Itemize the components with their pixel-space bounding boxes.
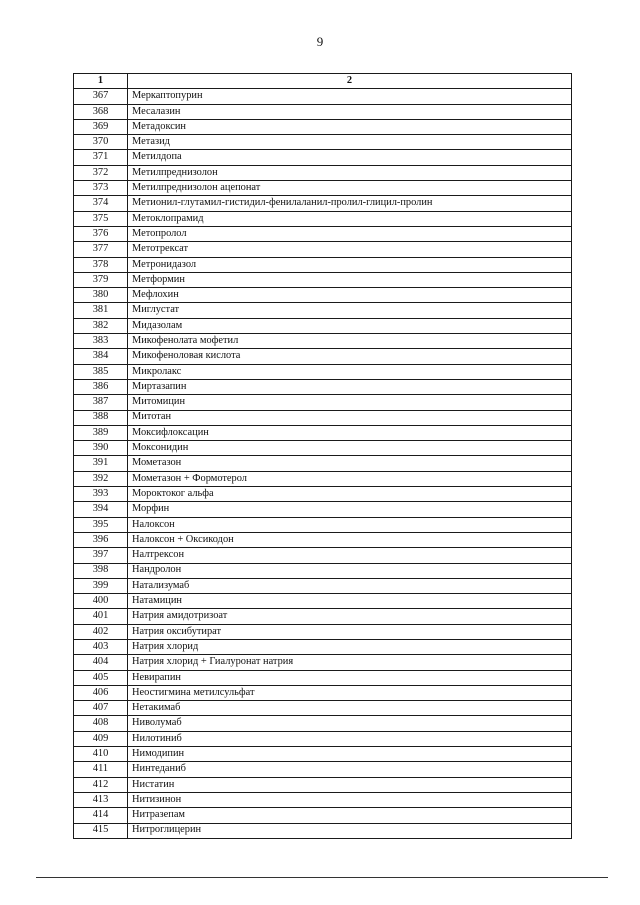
drug-name: Метилдопа xyxy=(128,150,572,165)
row-number: 382 xyxy=(74,318,128,333)
drug-name: Метронидазол xyxy=(128,257,572,272)
drug-name: Налтрексон xyxy=(128,548,572,563)
table-row xyxy=(74,731,572,746)
row-number: 414 xyxy=(74,808,128,823)
row-number: 384 xyxy=(74,349,128,364)
table-row xyxy=(74,639,572,654)
table-row xyxy=(74,364,572,379)
row-number: 370 xyxy=(74,135,128,150)
row-number: 372 xyxy=(74,165,128,180)
table-row xyxy=(74,578,572,593)
table-row xyxy=(74,471,572,486)
table-row xyxy=(74,701,572,716)
drug-name: Миглустат xyxy=(128,303,572,318)
row-number: 368 xyxy=(74,104,128,119)
row-number: 374 xyxy=(74,196,128,211)
table-row xyxy=(74,288,572,303)
drug-name: Мефлохин xyxy=(128,288,572,303)
drug-name: Нитроглицерин xyxy=(128,823,572,838)
drug-name: Невирапин xyxy=(128,670,572,685)
table-row xyxy=(74,119,572,134)
drug-name: Микролакс xyxy=(128,364,572,379)
drug-name: Метотрексат xyxy=(128,242,572,257)
table-row xyxy=(74,104,572,119)
drug-name: Миртазапин xyxy=(128,379,572,394)
table-row xyxy=(74,609,572,624)
row-number: 397 xyxy=(74,548,128,563)
row-number: 408 xyxy=(74,716,128,731)
row-number: 376 xyxy=(74,226,128,241)
row-number: 402 xyxy=(74,624,128,639)
table-row xyxy=(74,792,572,807)
row-number: 403 xyxy=(74,639,128,654)
table-row xyxy=(74,747,572,762)
table-row xyxy=(74,456,572,471)
drug-name: Налоксон + Оксикодон xyxy=(128,532,572,547)
row-number: 404 xyxy=(74,655,128,670)
table-body xyxy=(74,89,572,839)
row-number: 410 xyxy=(74,747,128,762)
drug-name: Нандролон xyxy=(128,563,572,578)
row-number: 371 xyxy=(74,150,128,165)
row-number: 381 xyxy=(74,303,128,318)
table-row xyxy=(74,226,572,241)
row-number: 379 xyxy=(74,272,128,287)
drug-name: Месалазин xyxy=(128,104,572,119)
table-row xyxy=(74,89,572,104)
drug-name: Нилотиниб xyxy=(128,731,572,746)
table-row xyxy=(74,670,572,685)
drug-name: Мидазолам xyxy=(128,318,572,333)
row-number: 387 xyxy=(74,395,128,410)
drug-name: Мометазон + Формотерол xyxy=(128,471,572,486)
drug-name: Мороктоког альфа xyxy=(128,487,572,502)
table-header-row xyxy=(74,74,572,89)
row-number: 391 xyxy=(74,456,128,471)
row-number: 399 xyxy=(74,578,128,593)
row-number: 405 xyxy=(74,670,128,685)
row-number: 394 xyxy=(74,502,128,517)
row-number: 406 xyxy=(74,685,128,700)
row-number: 411 xyxy=(74,762,128,777)
row-number: 396 xyxy=(74,532,128,547)
row-number: 367 xyxy=(74,89,128,104)
drug-registry-table xyxy=(73,73,572,839)
table-row xyxy=(74,823,572,838)
table-row xyxy=(74,211,572,226)
drug-name: Меркаптопурин xyxy=(128,89,572,104)
row-number: 385 xyxy=(74,364,128,379)
table-row xyxy=(74,808,572,823)
drug-name: Метопролол xyxy=(128,226,572,241)
row-number: 375 xyxy=(74,211,128,226)
table-row xyxy=(74,655,572,670)
row-number: 415 xyxy=(74,823,128,838)
row-number: 390 xyxy=(74,441,128,456)
drug-name: Моксифлоксацин xyxy=(128,425,572,440)
row-number: 380 xyxy=(74,288,128,303)
row-number: 400 xyxy=(74,594,128,609)
row-number: 389 xyxy=(74,425,128,440)
row-number: 378 xyxy=(74,257,128,272)
drug-name: Нистатин xyxy=(128,777,572,792)
drug-name: Натрия оксибутират xyxy=(128,624,572,639)
row-number: 369 xyxy=(74,119,128,134)
drug-name: Метионил-глутамил-гистидил-фенилаланил-пролил-глицил-пролин xyxy=(128,196,572,211)
table-row xyxy=(74,410,572,425)
drug-name: Натрия хлорид xyxy=(128,639,572,654)
row-number: 373 xyxy=(74,181,128,196)
drug-name: Натрия амидотризоат xyxy=(128,609,572,624)
drug-name: Нимодипин xyxy=(128,747,572,762)
row-number: 393 xyxy=(74,487,128,502)
drug-name: Метформин xyxy=(128,272,572,287)
table-row xyxy=(74,517,572,532)
table-row xyxy=(74,395,572,410)
drug-name: Нетакимаб xyxy=(128,701,572,716)
row-number: 388 xyxy=(74,410,128,425)
drug-name: Метазид xyxy=(128,135,572,150)
row-number: 386 xyxy=(74,379,128,394)
column-header-number: 1 xyxy=(74,74,128,89)
drug-name: Налоксон xyxy=(128,517,572,532)
row-number: 395 xyxy=(74,517,128,532)
drug-name: Метилпреднизолон xyxy=(128,165,572,180)
table-row xyxy=(74,349,572,364)
table-row xyxy=(74,777,572,792)
drug-name: Ниволумаб xyxy=(128,716,572,731)
table-row xyxy=(74,548,572,563)
drug-name: Митомицин xyxy=(128,395,572,410)
table-row xyxy=(74,532,572,547)
drug-name: Нитизинон xyxy=(128,792,572,807)
table-row xyxy=(74,257,572,272)
table-row xyxy=(74,624,572,639)
table-row xyxy=(74,716,572,731)
table-row xyxy=(74,762,572,777)
row-number: 377 xyxy=(74,242,128,257)
drug-name: Натализумаб xyxy=(128,578,572,593)
table-row xyxy=(74,272,572,287)
row-number: 409 xyxy=(74,731,128,746)
drug-name: Микофеноловая кислота xyxy=(128,349,572,364)
table-row xyxy=(74,181,572,196)
drug-name: Неостигмина метилсульфат xyxy=(128,685,572,700)
row-number: 401 xyxy=(74,609,128,624)
drug-name: Морфин xyxy=(128,502,572,517)
drug-name: Нинтеданиб xyxy=(128,762,572,777)
row-number: 413 xyxy=(74,792,128,807)
table-row xyxy=(74,165,572,180)
table-row xyxy=(74,318,572,333)
drug-name: Натрия хлорид + Гиалуронат натрия xyxy=(128,655,572,670)
drug-name: Нитразепам xyxy=(128,808,572,823)
drug-name: Мометазон xyxy=(128,456,572,471)
column-header-name: 2 xyxy=(128,74,572,89)
page-number: 9 xyxy=(316,34,324,49)
row-number: 407 xyxy=(74,701,128,716)
row-number: 412 xyxy=(74,777,128,792)
drug-name: Метоклопрамид xyxy=(128,211,572,226)
table-row xyxy=(74,135,572,150)
table-row xyxy=(74,685,572,700)
row-number: 392 xyxy=(74,471,128,486)
drug-name: Натамицин xyxy=(128,594,572,609)
drug-name: Моксонидин xyxy=(128,441,572,456)
drug-name: Микофенолата мофетил xyxy=(128,334,572,349)
table-row xyxy=(74,487,572,502)
table-row xyxy=(74,334,572,349)
table-row xyxy=(74,425,572,440)
row-number: 383 xyxy=(74,334,128,349)
table-row xyxy=(74,150,572,165)
table-row xyxy=(74,502,572,517)
table-row xyxy=(74,379,572,394)
row-number: 398 xyxy=(74,563,128,578)
table-row xyxy=(74,303,572,318)
drug-name: Метилпреднизолон ацепонат xyxy=(128,181,572,196)
table-row xyxy=(74,242,572,257)
table-row xyxy=(74,196,572,211)
table-row xyxy=(74,441,572,456)
table-row xyxy=(74,594,572,609)
table-row xyxy=(74,563,572,578)
footer-divider xyxy=(36,877,608,878)
drug-name: Митотан xyxy=(128,410,572,425)
drug-name: Метадоксин xyxy=(128,119,572,134)
